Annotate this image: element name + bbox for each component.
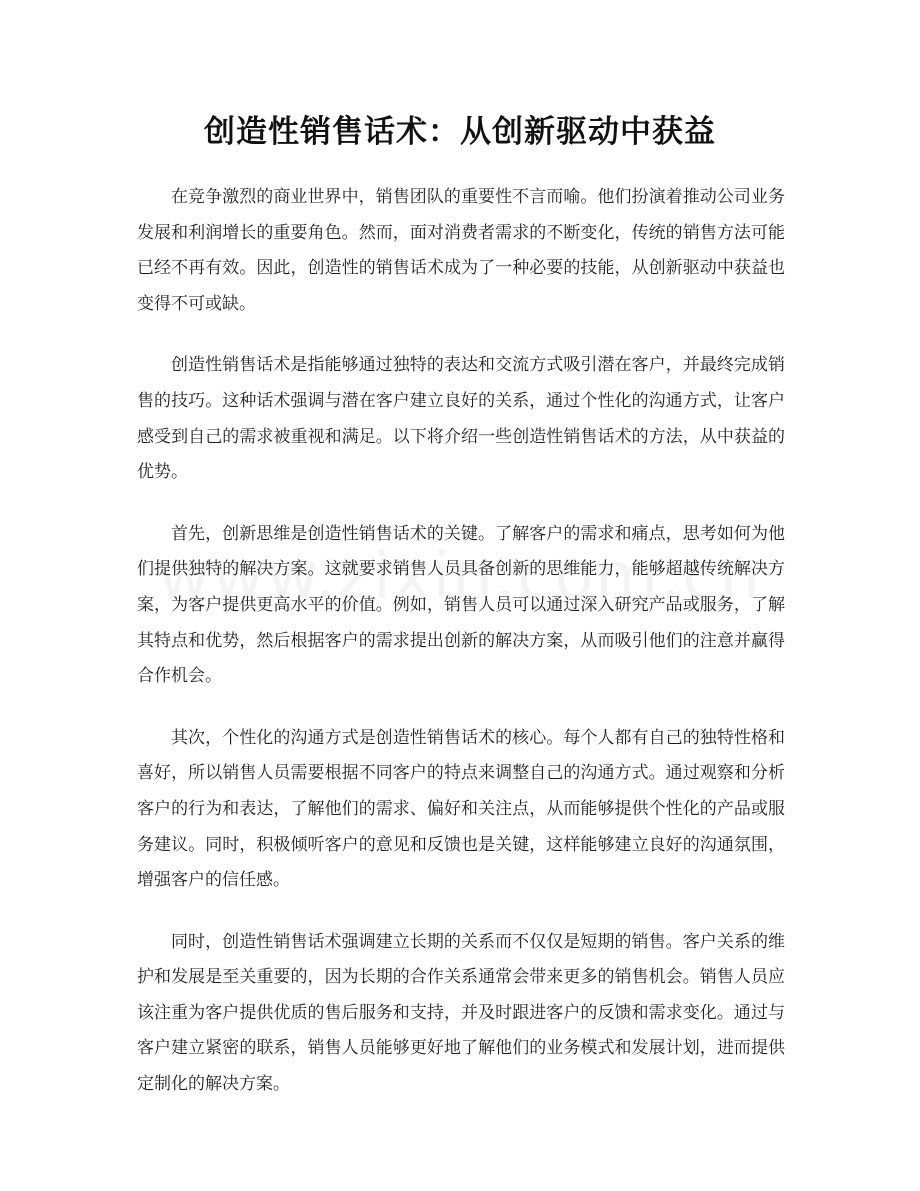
paragraph-1: 在竞争激烈的商业世界中，销售团队的重要性不言而喻。他们扮演着推动公司业务发展和利润增长的重要角色。然而，面对消费者需求的不断变化，传统的销售方法可能已经不再有效。因此，创造性的销售话术成为了一种必要的技能，从创新驱动中获益也变得不可或缺。: [137, 187, 785, 314]
paragraph-4: 其次，个性化的沟通方式是创造性销售话术的核心。每个人都有自己的独特性格和喜好，所以销售人员需要根据不同客户的特点来调整自己的沟通方式。通过观察和分析客户的行为和表达，了解他们的需求、偏好和关注点，从而能够提供个性化的产品或服务建议。同时，积极倾听客户的意见和反馈也是关键，这样能够建立良好的沟通氛围，增强客户的信任感。: [137, 727, 785, 891]
paragraph-3: 首先，创新思维是创造性销售话术的关键。了解客户的需求和痛点，思考如何为他们提供独特的解决方案。这就要求销售人员具备创新的思维能力，能够超越传统解决方案，为客户提供更高水平的价值。例如，销售人员可以通过深入研究产品或服务，了解其特点和优势，然后根据客户的需求提出创新的解决方案，从而吸引他们的注意并赢得合作机会。: [137, 523, 785, 687]
paragraph-2: 创造性销售话术是指能够通过独特的表达和交流方式吸引潜在客户，并最终完成销售的技巧。这种话术强调与潜在客户建立良好的关系，通过个性化的沟通方式，让客户感受到自己的需求被重视和满足。以下将介绍一些创造性销售话术的方法，从中获益的优势。: [137, 355, 785, 483]
page-title: 创造性销售话术：从创新驱动中获益: [204, 114, 716, 150]
paragraph-5: 同时，创造性销售话术强调建立长期的关系而不仅仅是短期的销售。客户关系的维护和发展是至关重要的，因为长期的合作关系通常会带来更多的销售机会。销售人员应该注重为客户提供优质的售后服务和支持，并及时跟进客户的反馈和需求变化。通过与客户建立紧密的联系，销售人员能够更好地了解他们的业务模式和发展计划，进而提供定制化的解决方案。: [137, 931, 785, 1095]
document-body: [137, 180, 785, 1129]
